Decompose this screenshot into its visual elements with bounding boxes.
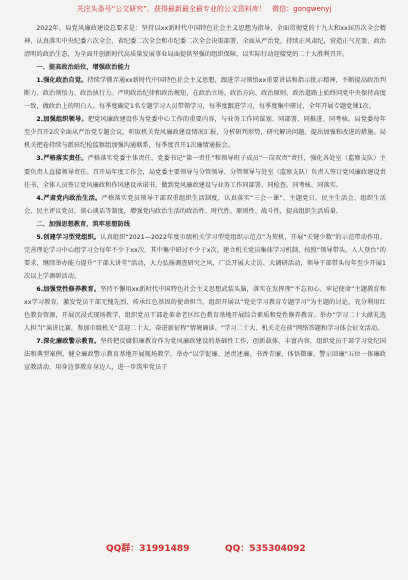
document-body [24,22,386,534]
item-text-5: 认真组织“2021—2022年度市级机关学习型党组织示范点”为契机，开展“关键少数”的示范带动作用。完善理论学习中心组学习会每年不少于xx次，其中集中研讨不少于x次。建立机关党员集体学习机制，按照“领导带头，人人登台”的要求，继续举办能力提升“干部大讲堂”活动，大力弘扬调查研究之风，广泛开展大走访、大调研活动，领导干部带头每年至少开展1次以上学调研活动。 [24,233,386,280]
item-heading-4: 4.严肃党内政治生活。 [36,194,102,202]
footer-contact [0,540,408,558]
item-heading-7: 7.深化廉政警示教育。 [36,338,101,346]
banner-contact-text: 微信：gongwenyj [272,5,332,13]
item-paragraph-6 [24,283,386,335]
item-heading-1: 1.强化政治自觉。 [36,77,88,85]
item-text-7: 坚持把反腐倡廉教育作为党风廉政建设的基础性工作，创新载体，丰富内容，组织党员干部学习党纪国法和典型案例，健全廉政警示教育基地开展现场教学，举办“以学促廉、述责述廉、书香青廉、体悟微廉、警示回廉”五位一体廉政宣教活动，用身边事教育身边人，进一步筑牢党员干 [24,338,386,372]
item-heading-3: 3.严格落实责任。 [36,155,88,163]
item-paragraph-7 [24,335,386,374]
item-text-2: 把党风廉政建设作为党委中心工作的重要内容，与业务工作同谋划、同部署、同推进、同考核。局党委每年至少召开2次全面从严治党专题会议，听取机关党风廉政建设情况汇报，分析研判形势，研究解决问题，提出加强和改进的措施。局机关把卷持续与派驻纪检监察组加强沟通联系，每季度召开1次廉情通报会。 [24,116,386,150]
item-text-6: 坚持不懈用xx新时代中国特色社会主义思想武装头脑，落实在发挥理“不忘初心、牢记使命”主题教育和xx学习教育，激发党员干部无愧先烈、传承红色基因的使命担当，组织开展以“党史学习教育专题学习”为主题的讨论，充分利用红色教育资源，开展沉浸式现场教学，组织党员干部赴革命老区红色教育基地开展综合素质和党性修养教育。举办“学习二十大献礼选人担当”演讲比赛，参加市级机关“喜迎二十大、奋进新征程”情境诵读、“学习二十大、机关走在前”网络答题和学习体会征文活动。 [24,285,386,333]
item-text-4: 严格落实党员领导干部双重组织生活制度，认真落实“三会一课”、主题党日、民主生活会、组织生活会、民主评议党员、谈心谈话等制度，增强党内政治生活的政治性、时代性、原则性、战斗性，提高组织生活质量。 [24,194,386,215]
item-heading-6: 6.加强党性修养教育。 [36,285,101,293]
item-heading-5: 5.创建学习型党组织。 [36,233,101,241]
banner-promo-text: 关注头条号“公文研究”，获得最新最全最专业的公文资料库！ [76,5,266,13]
qq-number-text: QQ：535304092 [225,544,306,554]
item-heading-2: 2.加强组织领导。 [36,116,88,124]
item-paragraph-1 [24,74,386,113]
item-paragraph-2 [24,113,386,152]
item-text-1: 持续学懂弄通xx新时代中国特色社会主义思想，跟进学习领悟xx重要讲话和指示批示精神，不断提高政治判断力、政治领悟力、政治执行力。严明政治纪律和政治规矩，在政治立场、政治方向、政治原则、政治道路上始终同党中央保持高度一致，做政治上的明白人。每季度确定1名专题学习人员带领学习，每季度跟进学习，每季度集中研讨，全年开展专题党课1次。 [24,77,387,111]
item-paragraph-3 [24,152,386,191]
qq-group-text: QQ群：31991489 [106,544,190,554]
section-heading-2: 二、加强思想教育，筑牢思想防线 [36,220,130,228]
item-paragraph-5 [24,231,386,283]
intro-paragraph: 2022年，局党风廉政建设总要求是：坚持以xx新时代中国特色社会主义思想为指导，全面贯彻党的十九大和xx届历次全会精神，认真落实中央纪委六次全会、省纪委二次全会和市纪委二次全会决策部署，全面从严治党，持续正风肃纪，营造正气充盈、政治清明的政治生态，为全面开创新时代高质量发展事业局面提供坚强的组织保障，以实际行动迎接党的二十大胜利召开。 [24,25,386,59]
top-banner [0,2,408,16]
item-paragraph-4 [24,192,386,218]
item-text-3: 严格落实党委主体责任、党委书记“第一责任”和领导班子成员“一岗双责”责任，强化各处室（监察支队）主要负责人直接领导责任。召开局年度工作会，局党委主要领导与分管领导、分管领导与处室（监察支队）负责人签订党风廉政建设责任书，全体人员签订党风廉政和作风建设承诺书，做到党风廉政建设与业务工作同部署、同检查、同考核、同落实。 [24,155,386,189]
section-heading-1: 一、提高政治站位，增强政治能力 [36,64,130,72]
